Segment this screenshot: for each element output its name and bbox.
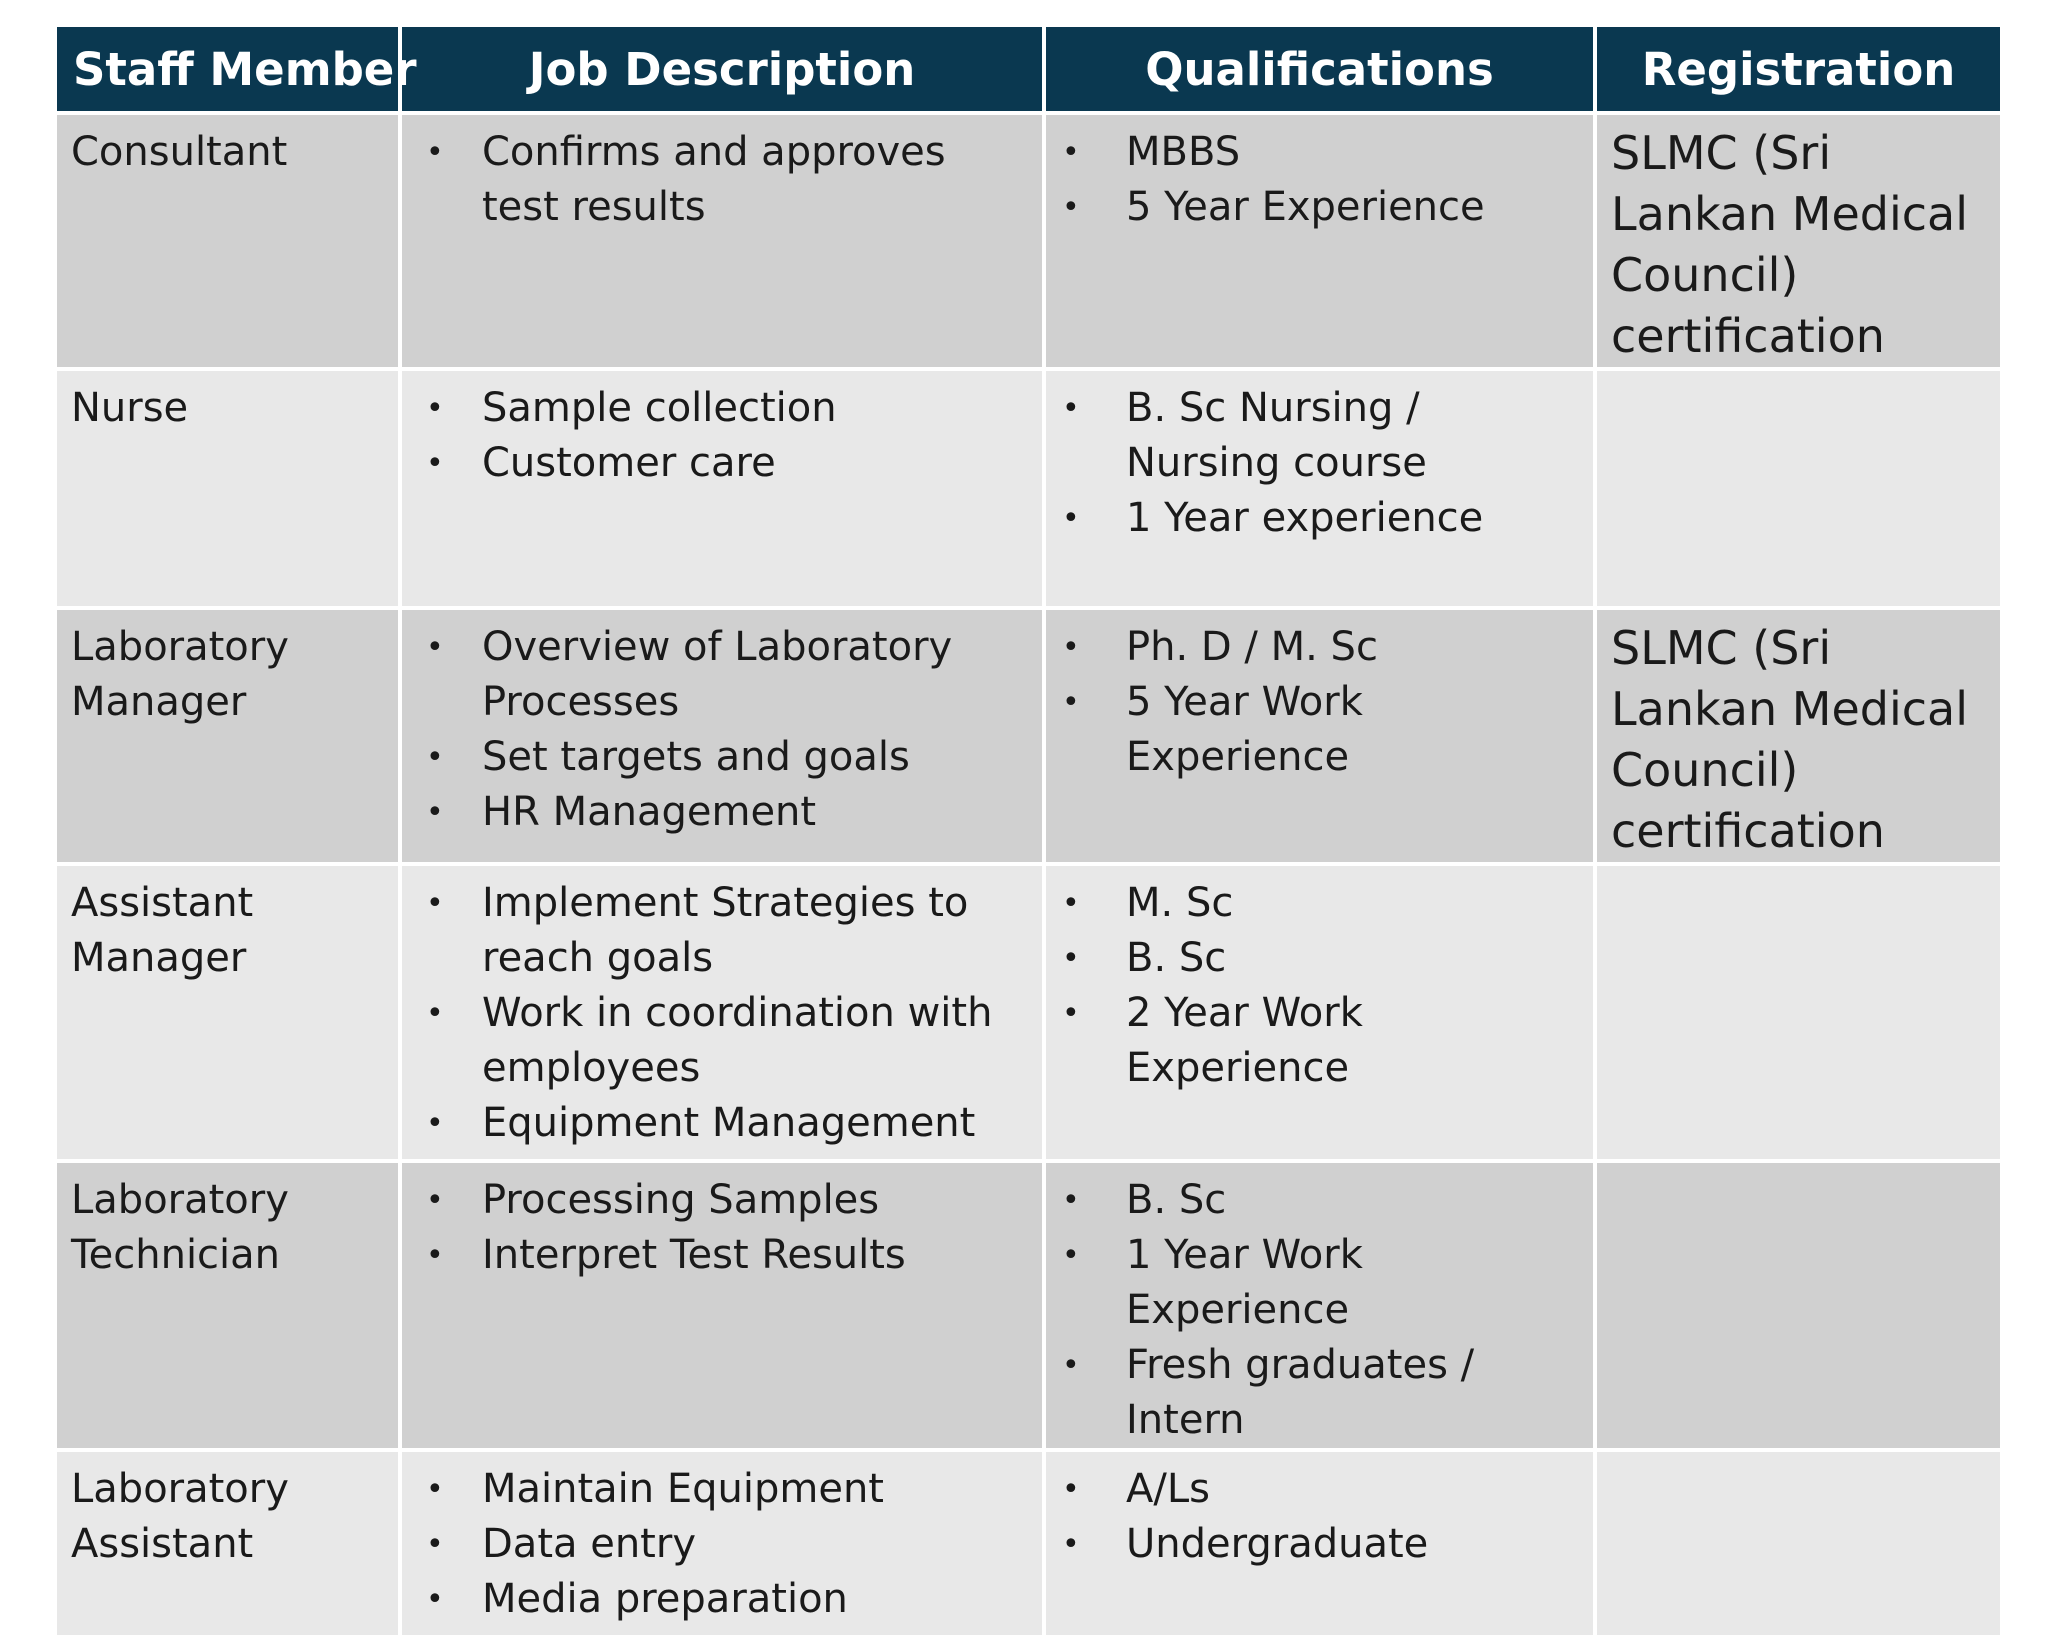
qualifications-list: [1060, 125, 1581, 235]
list-item: [1060, 931, 1581, 986]
header-job-description: Job Description: [402, 27, 1042, 111]
qualifications-cell: [1046, 1163, 1593, 1448]
list-item: [1060, 675, 1581, 785]
list-item: [1060, 620, 1581, 675]
list-item: [416, 436, 1030, 491]
table-row: [57, 371, 2000, 606]
job-description-list: [416, 876, 1030, 1151]
staff-member-cell: [57, 115, 398, 367]
bullet-icon: •: [426, 1527, 444, 1562]
qualifications-item-text: Fresh graduates / Intern: [1126, 1342, 1475, 1443]
list-item: [416, 1173, 1030, 1228]
qualifications-list: [1060, 876, 1581, 1096]
bullet-icon: •: [1062, 1238, 1080, 1273]
qualifications-list: [1060, 381, 1581, 546]
job-description-list: [416, 1462, 1030, 1627]
list-item: [1060, 381, 1581, 491]
staff-member-name: Nurse: [71, 385, 189, 431]
bullet-icon: •: [1062, 1472, 1080, 1507]
registration-cell: [1597, 866, 2000, 1159]
bullet-icon: •: [426, 391, 444, 426]
list-item: [1060, 1173, 1581, 1228]
job-description-item-text: Implement Strategies to reach goals: [482, 880, 969, 981]
staff-member-name: Consultant: [71, 129, 288, 175]
list-item: [1060, 876, 1581, 931]
bullet-icon: •: [1062, 1348, 1080, 1383]
bullet-icon: •: [426, 1472, 444, 1507]
bullet-icon: •: [1062, 1527, 1080, 1562]
job-description-item-text: Equipment Management: [482, 1100, 976, 1146]
qualifications-item-text: Ph. D / M. Sc: [1126, 624, 1378, 670]
list-item: [416, 1462, 1030, 1517]
bullet-icon: •: [426, 1582, 444, 1617]
bullet-icon: •: [1062, 630, 1080, 665]
list-item: [416, 381, 1030, 436]
qualifications-item-text: Undergraduate: [1126, 1521, 1429, 1567]
qualifications-cell: [1046, 371, 1593, 606]
qualifications-cell: [1046, 1452, 1593, 1635]
qualifications-item-text: MBBS: [1126, 129, 1241, 175]
bullet-icon: •: [1062, 135, 1080, 170]
header-qualifications: Qualifications: [1046, 27, 1593, 111]
bullet-icon: •: [1062, 1183, 1080, 1218]
bullet-icon: •: [1062, 501, 1080, 536]
list-item: [1060, 1338, 1581, 1448]
bullet-icon: •: [426, 886, 444, 921]
qualifications-item-text: B. Sc: [1126, 1177, 1227, 1223]
bullet-icon: •: [1062, 941, 1080, 976]
bullet-icon: •: [426, 630, 444, 665]
qualifications-item-text: 5 Year Experience: [1126, 184, 1485, 230]
bullet-icon: •: [426, 996, 444, 1031]
bullet-icon: •: [426, 1106, 444, 1141]
qualifications-item-text: B. Sc Nursing / Nursing course: [1126, 385, 1427, 486]
bullet-icon: •: [426, 740, 444, 775]
job-description-cell: [402, 1452, 1042, 1635]
job-description-list: [416, 620, 1030, 840]
qualifications-item-text: 5 Year Work Experience: [1126, 679, 1363, 780]
bullet-icon: •: [1062, 685, 1080, 720]
qualifications-item-text: M. Sc: [1126, 880, 1234, 926]
job-description-item-text: Maintain Equipment: [482, 1466, 884, 1512]
table-row: [57, 1163, 2000, 1448]
registration-cell: [1597, 610, 2000, 862]
list-item: [416, 1228, 1030, 1283]
registration-cell: [1597, 371, 2000, 606]
job-description-cell: [402, 115, 1042, 367]
bullet-icon: •: [426, 1238, 444, 1273]
job-description-item-text: Processing Samples: [482, 1177, 880, 1223]
job-description-item-text: Confirms and approves test results: [482, 129, 946, 230]
job-description-list: [416, 1173, 1030, 1283]
staff-member-cell: [57, 1163, 398, 1448]
list-item: [416, 785, 1030, 840]
job-description-item-text: Sample collection: [482, 385, 837, 431]
qualifications-item-text: A/Ls: [1126, 1466, 1210, 1512]
list-item: [1060, 491, 1581, 546]
qualifications-list: [1060, 1173, 1581, 1448]
job-description-cell: [402, 610, 1042, 862]
job-description-cell: [402, 371, 1042, 606]
job-description-item-text: Work in coordination with employees: [482, 990, 993, 1091]
table-body: [57, 115, 2000, 1635]
bullet-icon: •: [426, 1183, 444, 1218]
list-item: [1060, 180, 1581, 235]
job-description-item-text: Customer care: [482, 440, 776, 486]
list-item: [416, 1096, 1030, 1151]
table-header: [57, 27, 2000, 111]
staff-member-name: Laboratory Manager: [71, 624, 289, 725]
bullet-icon: •: [1062, 391, 1080, 426]
qualifications-cell: [1046, 866, 1593, 1159]
job-description-item-text: Set targets and goals: [482, 734, 910, 780]
list-item: [416, 730, 1030, 785]
qualifications-list: [1060, 1462, 1581, 1572]
list-item: [1060, 1228, 1581, 1338]
list-item: [416, 1517, 1030, 1572]
qualifications-cell: [1046, 115, 1593, 367]
staff-member-name: Laboratory Technician: [71, 1177, 289, 1278]
job-description-cell: [402, 866, 1042, 1159]
job-description-list: [416, 125, 1030, 235]
job-description-cell: [402, 1163, 1042, 1448]
list-item: [416, 876, 1030, 986]
bullet-icon: •: [1062, 996, 1080, 1031]
staff-member-name: Laboratory Assistant: [71, 1466, 289, 1567]
list-item: [1060, 1517, 1581, 1572]
qualifications-list: [1060, 620, 1581, 785]
qualifications-item-text: 1 Year Work Experience: [1126, 1232, 1363, 1333]
qualifications-item-text: 1 Year experience: [1126, 495, 1484, 541]
list-item: [1060, 125, 1581, 180]
job-description-item-text: HR Management: [482, 789, 817, 835]
bullet-icon: •: [1062, 886, 1080, 921]
job-description-item-text: Overview of Laboratory Processes: [482, 624, 953, 725]
table-row: [57, 1452, 2000, 1635]
staff-table: [53, 23, 2004, 1639]
list-item: [416, 986, 1030, 1096]
staff-member-cell: [57, 1452, 398, 1635]
registration-text: SLMC (Sri Lankan Medical Council) certification: [1611, 621, 1968, 858]
list-item: [416, 1572, 1030, 1627]
registration-cell: [1597, 115, 2000, 367]
job-description-item-text: Media preparation: [482, 1576, 848, 1622]
table-row: [57, 866, 2000, 1159]
job-description-item-text: Data entry: [482, 1521, 696, 1567]
list-item: [1060, 986, 1581, 1096]
registration-text: SLMC (Sri Lankan Medical Council) certification: [1611, 126, 1968, 363]
table-row: [57, 610, 2000, 862]
registration-cell: [1597, 1452, 2000, 1635]
bullet-icon: •: [1062, 190, 1080, 225]
qualifications-item-text: 2 Year Work Experience: [1126, 990, 1363, 1091]
list-item: [1060, 1462, 1581, 1517]
header-staff-member: Staff Member: [57, 27, 398, 111]
header-row: [57, 27, 2000, 111]
staff-member-cell: [57, 866, 398, 1159]
qualifications-item-text: B. Sc: [1126, 935, 1227, 981]
staff-member-cell: [57, 610, 398, 862]
bullet-icon: •: [426, 446, 444, 481]
staff-member-cell: [57, 371, 398, 606]
job-description-list: [416, 381, 1030, 491]
list-item: [416, 620, 1030, 730]
bullet-icon: •: [426, 135, 444, 170]
job-description-item-text: Interpret Test Results: [482, 1232, 906, 1278]
table-row: [57, 115, 2000, 367]
qualifications-cell: [1046, 610, 1593, 862]
list-item: [416, 125, 1030, 235]
bullet-icon: •: [426, 795, 444, 830]
registration-cell: [1597, 1163, 2000, 1448]
staff-member-name: Assistant Manager: [71, 880, 254, 981]
header-registration: Registration: [1597, 27, 2000, 111]
